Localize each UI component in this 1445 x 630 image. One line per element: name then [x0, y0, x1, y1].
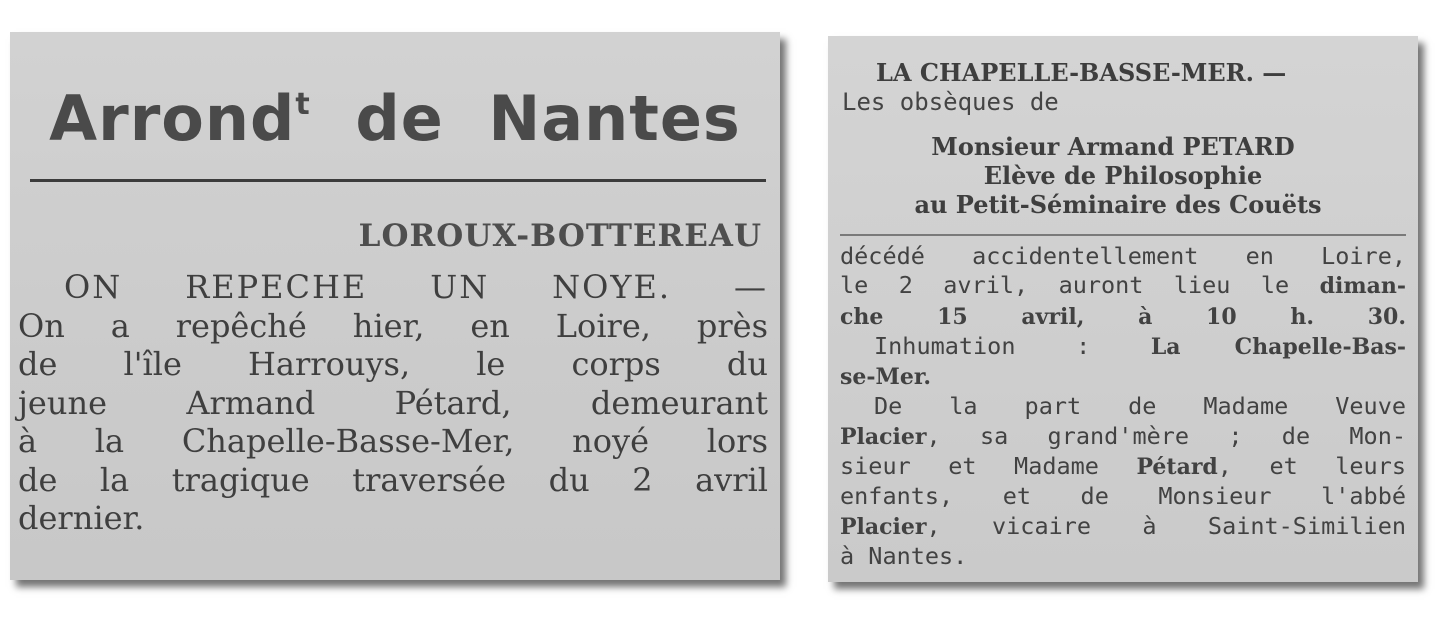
notice-line: [840, 422, 1406, 452]
article-line: ON REPECHE UN NOYE. —: [64, 268, 768, 306]
deceased-name: Monsieur Armand PETARD: [931, 132, 1295, 161]
bold-text: Placier: [840, 513, 927, 540]
newspaper-clipping-left: [10, 32, 780, 580]
text-segment: , et leurs: [1217, 452, 1406, 481]
headline-superscript: t: [295, 87, 311, 122]
notice-line: [840, 242, 1406, 271]
notice-line: [840, 302, 1406, 332]
headline-divider: [30, 179, 766, 182]
bold-text: Placier: [840, 423, 927, 450]
newspaper-clipping-right: [828, 36, 1418, 582]
article-body: [18, 268, 768, 538]
notice-body: [840, 242, 1406, 571]
notice-intro: Les obsèques de: [842, 88, 1059, 116]
article-line: à la Chapelle-Basse-Mer, noyé lors: [18, 422, 768, 460]
bold-text: La Chapelle-Bas-: [1150, 333, 1406, 360]
deceased-block: [828, 132, 1418, 219]
text-segment: Inhumation :: [874, 331, 1151, 360]
notice-line: [840, 512, 1406, 542]
bold-text: se-Mer.: [840, 364, 932, 391]
notice-divider: [840, 234, 1406, 236]
notice-line: [840, 271, 1406, 301]
text-segment: De la part de Madame Veuve: [874, 392, 1406, 421]
notice-line: [840, 542, 1406, 571]
headline-main: Arrond: [49, 82, 296, 155]
article-line: de la tragique traversée du 2 avril: [18, 460, 768, 499]
section-headline: [10, 70, 780, 154]
bold-text: Pétard: [1136, 454, 1218, 481]
text-segment: enfants, et de Monsieur l'abbé: [840, 482, 1406, 511]
notice-line: [840, 482, 1406, 511]
text-segment: le 2 avril, auront lieu le: [840, 271, 1320, 300]
notice-heading: LA CHAPELLE-BASSE-MER. —: [876, 58, 1287, 87]
article-line: On a repêché hier, en Loire, près: [18, 306, 768, 345]
text-segment: sieur et Madame: [840, 452, 1137, 481]
notice-line: [840, 452, 1406, 482]
article-line: de l'île Harrouys, le corps du: [18, 345, 768, 383]
text-segment: , sa grand'mère ; de Mon-: [926, 421, 1406, 450]
deceased-institution: au Petit-Séminaire des Couëts: [914, 190, 1322, 219]
text-segment: , vicaire à Saint-Similien: [926, 511, 1406, 540]
notice-line: [840, 362, 1406, 392]
place-heading: LOROUX-BOTTEREAU: [358, 218, 762, 254]
article-line: jeune Armand Pétard, demeurant: [18, 383, 768, 422]
text-segment: décédé accidentellement en Loire,: [840, 242, 1406, 270]
notice-line: [840, 332, 1406, 362]
deceased-title: Elève de Philosophie: [983, 161, 1263, 190]
text-segment: à Nantes.: [840, 541, 968, 570]
notice-line: [840, 392, 1406, 421]
bold-text: che 15 avril, à 10 h. 30.: [840, 303, 1406, 330]
article-line: dernier.: [18, 499, 145, 537]
bold-text: diman-: [1319, 273, 1406, 300]
headline-rest: de Nantes: [355, 82, 741, 155]
